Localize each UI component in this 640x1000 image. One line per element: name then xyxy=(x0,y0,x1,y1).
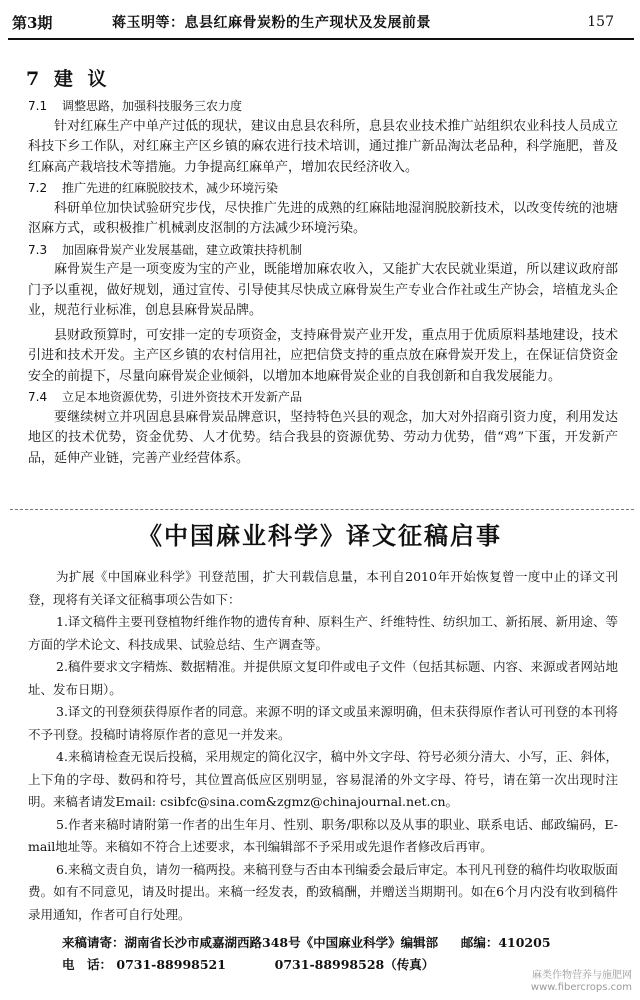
subsection-heading xyxy=(28,178,618,199)
contact-address: 来稿请寄：湖南省长沙市咸嘉湖西路348号《中国麻业科学》编辑部 xyxy=(62,935,439,950)
subsection-title: 推广先进的红麻脱胶技术，减少环境污染 xyxy=(62,181,279,195)
subsection-title: 立足本地资源优势，引进外资技术开发新产品 xyxy=(62,390,303,404)
contact-postcode: 邮编：410205 xyxy=(460,935,551,950)
issue-number: 第3期 xyxy=(12,14,53,32)
notice-item: 1.译文稿件主要刊登植物纤维作物的遗传育种、原料生产、纤维特性、纺织加工、新拓展、新用途、等方面的学术论文、科技成果、试验总结、生产调查等。 xyxy=(28,614,618,652)
subsection-number: 7.2 xyxy=(28,181,48,195)
subsection-number: 7.4 xyxy=(28,390,48,404)
subsection-heading xyxy=(28,387,618,408)
watermark-line-2: www.fibercrops.com xyxy=(530,982,632,993)
section-body xyxy=(28,96,618,469)
notice-title: 《中国麻业科学》译文征稿启事 xyxy=(138,522,502,550)
paragraph: 麻骨炭生产是一项变废为宝的产业，既能增加麻农收入，又能扩大农民就业渠道，所以建议政府部门予以重视，做好规划，通过宣传、引导使其尽快成立麻骨炭生产专业合作社或生产协会，培植龙头企业，规范行业标准，创息县麻骨炭品牌。 xyxy=(28,262,618,318)
notice-item: 6.来稿文责自负，请勿一稿两投。来稿刊登与否由本刊编委会最后审定。本刊凡刊登的稿件均收取版面费。如有不同意见，请及时提出。来稿一经发表，酌致稿酬，并赠送当期期刊。如在6个月内没有收到稿件录用通知，作者可自行处理。 xyxy=(28,861,618,922)
subsection-heading xyxy=(28,240,618,261)
section-heading: 7 建 议 xyxy=(26,68,111,90)
notice-item: 5.作者来稿时请附第一作者的出生年月、性别、职务/职称以及从事的职业、联系电话、邮政编码，E-mail地址等。来稿如不符合上述要求，本刊编辑部不予采用或先退作者修改后再审。 xyxy=(28,816,618,854)
contact-phone-1: 0731-88998521 xyxy=(116,957,226,972)
notice-intro: 为扩展《中国麻业科学》刊登范围，扩大刊载信息量，本刊自2010年开始恢复曾一度中止的译文刊登，现将有关译文征稿事项公告如下： xyxy=(28,569,618,607)
notice-item: 2.稿件要求文字精炼、数据精准。并提供原文复印件或电子文件（包括其标题、内容、来源或者网站地址、发布日期）。 xyxy=(28,659,618,697)
watermark-line-1: 麻类作物营养与施肥网 xyxy=(532,970,632,981)
page-number: 157 xyxy=(587,14,614,30)
paragraph: 针对红麻生产中单产过低的现状，建议由息县农科所，息县农业技术推广站组织农业科技人员成立科技下乡工作队，对红麻主产区乡镇的麻农进行技术培训，通过推广新品淘汰老品种，科学施肥，普及红麻高产栽培技术等措施。力争提高红麻单产，增加农民经济收入。 xyxy=(28,118,618,175)
paragraph: 县财政预算时，可安排一定的专项资金，支持麻骨炭产业开发，重点用于优质原料基地建设，技术引进和技术开发。主产区乡镇的农村信用社，应把信贷支持的重点放在麻骨炭开发上，在保证信贷资金安全的前提下，尽量向麻骨炭企业倾斜，以增加本地麻骨炭企业的自我创新和自我发展能力。 xyxy=(28,327,618,384)
header-rule xyxy=(8,38,634,40)
subsection-number: 7.1 xyxy=(28,99,48,113)
paragraph: 科研单位加快试验研究步伐，尽快推广先进的成熟的红麻陆地湿润脱胶新技术，以改变传统的池塘沤麻方式，或积极推广机械剥皮沤制的方法减少环境污染。 xyxy=(28,200,618,236)
subsection-title: 调整思路，加强科技服务三农力度 xyxy=(62,99,243,113)
page-header xyxy=(0,0,640,44)
subsection-number: 7.3 xyxy=(28,242,48,257)
paragraph: 要继续树立并巩固息县麻骨炭品牌意识，坚持特色兴县的观念，加大对外招商引资力度，利用发达地区的技术优势，资金优势、人才优势。结合我县的资源优势、劳动力优势，借“鸡”下蛋，开发新产品，延伸产业链，完善产业经营体系。 xyxy=(28,409,618,466)
contact-block xyxy=(62,932,602,976)
section-divider xyxy=(10,509,634,511)
notice-item: 3.译文的刊登须获得原作者的同意。来源不明的译文或虽来源明确，但未获得原作者认可刊登的本刊将不予刊登。投稿时请将原作者的意见一并发来。 xyxy=(28,704,618,742)
contact-phone-label: 电 话： xyxy=(62,957,113,972)
running-title: 蒋玉明等：息县红麻骨炭粉的生产现状及发展前景 xyxy=(112,15,431,31)
watermark xyxy=(531,970,632,994)
subsection-heading xyxy=(28,96,618,117)
notice-item: 4.来稿请检查无误后投稿，采用规定的简化汉字，稿中外文字母、符号必须分清大、小写，正、斜体，上下角的字母、数码和符号，其位置高低应区别明显，容易混淆的外文字母、符号，请在第一次出现时注明。来稿者请发Email: csibfc@sina.com&zgmz@chinajournal.net.cn。 xyxy=(28,749,618,809)
notice-body xyxy=(28,566,618,926)
subsection-title: 加固麻骨炭产业发展基础，建立政策扶持机制 xyxy=(62,242,303,257)
contact-phone-2: 0731-88998528（传真） xyxy=(274,957,435,972)
